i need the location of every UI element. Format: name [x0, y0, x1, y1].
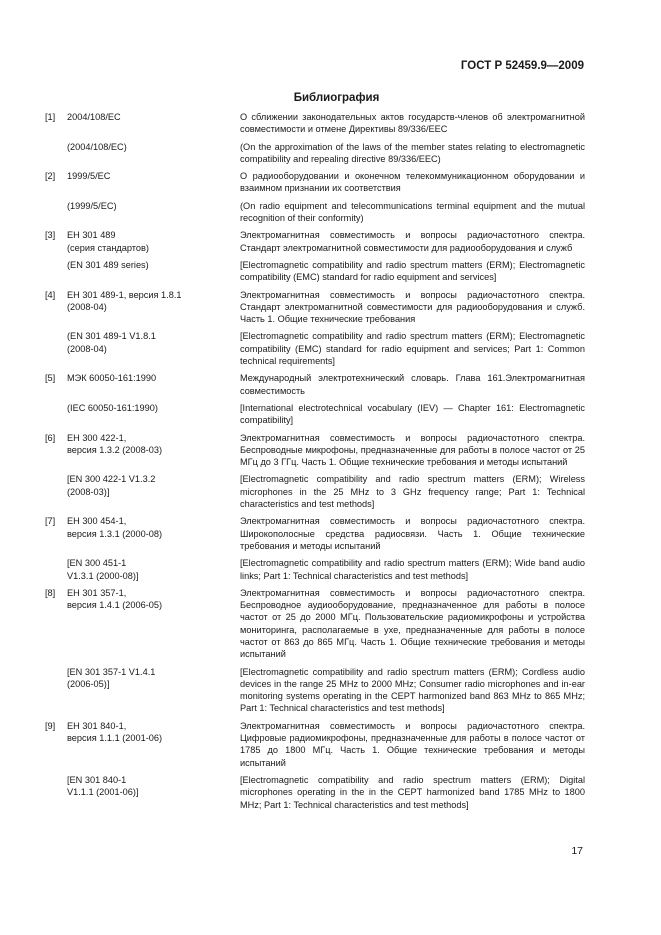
entry-row	[45, 774, 585, 811]
bibliography-title: Библиография	[293, 92, 380, 104]
entry-description: [Electromagnetic compatibility and radio spectrum matters (ERM); Cordless audio devices in the range 25 MHz to 2000 MHz; Consumer radio microphones and in-ear monitoring systems operating in the CEPT harmonized band 863 MHz to 865 MHz; Part 1: Technical characteristics and test methods]	[240, 666, 585, 714]
bibliography-entry	[45, 587, 585, 715]
bibliography-entry	[45, 289, 585, 368]
entry-source: [EN 300 451-1 V1.3.1 (2000-08)]	[67, 558, 139, 581]
entry-number: [8]	[45, 587, 56, 598]
entry-row	[45, 141, 585, 166]
entry-number: [2]	[45, 171, 56, 182]
entry-number: [1]	[45, 112, 56, 122]
entry-source: ЕН 301 840-1, версия 1.1.1 (2001-06)	[67, 720, 163, 744]
entry-description: О радиооборудовании и оконечном телекоммуникационном оборудовании и взаимном признании их соответствия	[240, 171, 585, 194]
entry-row	[45, 170, 585, 195]
entry-number: [6]	[45, 432, 56, 443]
entry-description: Электромагнитная совместимость и вопросы радиочастотного спектра. Стандарт электромагнитной совместимости для радиооборудования и служб	[240, 230, 585, 253]
entry-source: 1999/5/EC	[67, 171, 111, 182]
bibliography-list	[45, 111, 585, 816]
entry-source: (EN 301 489 series)	[67, 259, 149, 270]
entry-source: ЕН 300 422-1, версия 1.3.2 (2008-03)	[67, 432, 163, 455]
entry-source: ЕН 301 489-1, версия 1.8.1 (2008-04)	[67, 289, 182, 312]
bibliography-entry	[45, 229, 585, 283]
entry-number: [3]	[45, 230, 56, 241]
entry-number: [4]	[45, 289, 56, 300]
entry-number	[45, 774, 67, 811]
entry-number	[45, 666, 67, 715]
page-number: 17	[571, 845, 583, 857]
entry-row	[45, 289, 585, 326]
entry-description: Электромагнитная совместимость и вопросы радиочастотного спектра. Цифровые радиомикрофоны, предназначенные для работы в полосе частот от 1785 до 1800 МГц. Часть 1. Общие технические требования и методы испытаний	[240, 720, 585, 768]
entry-description: Электромагнитная совместимость и вопросы радиочастотного спектра. Стандарт электромагнитной совместимости для радиооборудования и служб. Часть 1. Общие технические требования	[240, 289, 585, 325]
entry-row	[45, 330, 585, 367]
entry-row	[45, 720, 585, 769]
entry-number	[45, 402, 67, 427]
entry-source: (1999/5/EC)	[67, 200, 117, 211]
entry-source: МЭК 60050-161:1990	[67, 373, 157, 384]
entry-number	[45, 259, 67, 284]
bibliography-entry	[45, 111, 585, 165]
entry-source: 2004/108/EC	[67, 112, 121, 122]
entry-number	[45, 557, 67, 582]
standard-header: ГОСТ Р 52459.9—2009	[460, 60, 584, 72]
entry-description: [Electromagnetic compatibility and radio spectrum matters (ERM); Wide band audio links; Part 1: Technical characteristics and test methods]	[240, 558, 585, 581]
entry-description: Электромагнитная совместимость и вопросы радиочастотного спектра. Беспроводное аудиооборудование, предназначенное для работы в полосе частот от 25 до 2000 МГц. Пользовательские радиомикрофоны и устройства мониторинга, располагаемые в ухе, предназначенные для работы в полосе частот от 863 до 865 МГц. Часть 1. Общие технические требования и методы испытаний	[240, 587, 585, 660]
bibliography-entry	[45, 372, 585, 426]
entry-description: Международный электротехнический словарь. Глава 161.Электромагнитная совместимость	[240, 373, 585, 396]
entry-number: [9]	[45, 720, 56, 731]
entry-description: (On radio equipment and telecommunications terminal equipment and the mutual recognition of their conformity)	[240, 200, 585, 224]
entry-row	[45, 229, 585, 254]
entry-row	[45, 111, 585, 136]
entry-description: [International electrotechnical vocabulary (IEV) — Chapter 161: Electromagnetic compatibility]	[240, 402, 585, 426]
entry-row	[45, 372, 585, 397]
entry-number: [7]	[45, 516, 56, 527]
entry-row	[45, 473, 585, 510]
bibliography-entry	[45, 720, 585, 811]
entry-source: (EN 301 489-1 V1.8.1 (2008-04)	[67, 331, 156, 354]
entry-source: [EN 300 422-1 V1.3.2 (2008-03)]	[67, 474, 156, 497]
bibliography-entry	[45, 515, 585, 581]
bibliography-entry	[45, 170, 585, 224]
entry-number: [5]	[45, 373, 56, 384]
bibliography-entry	[45, 432, 585, 511]
entry-row	[45, 666, 585, 715]
entry-row	[45, 515, 585, 552]
entry-number	[45, 141, 67, 166]
entry-row	[45, 200, 585, 225]
entry-row	[45, 432, 585, 469]
entry-row	[45, 402, 585, 427]
entry-source: [EN 301 357-1 V1.4.1 (2006-05)]	[67, 666, 156, 689]
entry-number	[45, 200, 67, 225]
entry-source: ЕН 301 357-1, версия 1.4.1 (2006-05)	[67, 587, 163, 611]
entry-description: [Electromagnetic compatibility and radio spectrum matters (ERM); Electromagnetic compatibility (EMC) standard for radio equipment and services; Part 1: Common technical requirements]	[240, 331, 585, 367]
entry-source: (2004/108/EC)	[67, 141, 127, 152]
entry-row	[45, 557, 585, 582]
entry-source: ЕН 300 454-1, версия 1.3.1 (2000-08)	[67, 516, 163, 539]
entry-row	[45, 587, 585, 661]
entry-description: О сближении законодательных актов государств-членов об электромагнитной совместимости и отмене Директивы 89/336/EEC	[240, 112, 585, 135]
entry-description: [Electromagnetic compatibility and radio spectrum matters (ERM); Wireless microphones in the 25 MHz to 3 GHz frequency range; Part 1: Technical characteristics and test methods]	[240, 474, 585, 510]
entry-description: [Electromagnetic compatibility and radio spectrum matters (ERM); Electromagnetic compatibility (EMC) standard for radio equipment and services]	[240, 259, 585, 283]
entry-source: (IEC 60050-161:1990)	[67, 402, 158, 413]
entry-source: [EN 301 840-1 V1.1.1 (2001-06)]	[67, 774, 139, 798]
entry-description: (On the approximation of the laws of the member states relating to electromagnetic compatibility and repealing directive 89/336/EEC)	[240, 141, 585, 164]
entry-row	[45, 259, 585, 284]
entry-description: Электромагнитная совместимость и вопросы радиочастотного спектра. Широкополосные средства радиосвязи. Часть 1. Общие технические требования и методы испытаний	[240, 516, 585, 551]
entry-number	[45, 330, 67, 367]
entry-description: Электромагнитная совместимость и вопросы радиочастотного спектра. Беспроводные микрофоны, предназначенные для работы в полосе частот от 25 МГц до 3 ГГц. Часть 1. Общие технические требования и методы испытаний	[240, 432, 585, 468]
entry-description: [Electromagnetic compatibility and radio spectrum matters (ERM); Digital microphones operating in the in the CEPT harmonized band 1785 MHz to 1800 MHz; Part 1: Technical characteristics and test methods]	[240, 774, 585, 810]
entry-number	[45, 473, 67, 510]
entry-source: ЕН 301 489 (серия стандартов)	[67, 230, 149, 253]
